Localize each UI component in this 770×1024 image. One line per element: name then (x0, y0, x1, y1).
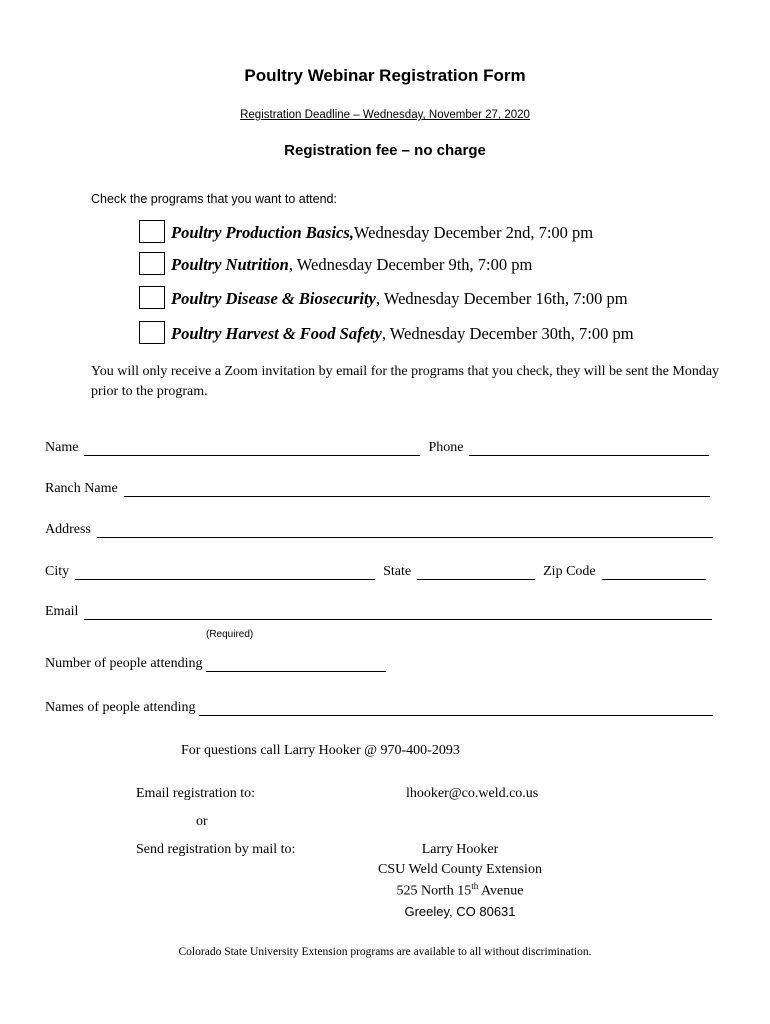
name-phone-row (45, 440, 717, 456)
mail-name: Larry Hooker (421, 842, 499, 857)
program-row-disease-biosecurity (139, 286, 628, 309)
state-label: State (383, 564, 412, 579)
ranch-name-input[interactable] (124, 482, 710, 497)
email-row (45, 604, 720, 620)
registration-fee: Registration fee – no charge (284, 142, 486, 159)
program-name: Poultry Production Basics, (171, 223, 354, 242)
mail-street-name: Avenue (478, 883, 524, 899)
zip-input[interactable] (602, 565, 706, 580)
program-row-production-basics (139, 220, 593, 243)
city-label: City (45, 564, 70, 579)
program-name: Poultry Nutrition (171, 255, 289, 274)
form-title: Poultry Webinar Registration Form (244, 66, 526, 85)
num-people-input[interactable] (206, 657, 386, 672)
program-date: , Wednesday December 9th, 7:00 pm (288, 255, 533, 274)
city-state-zip-row (45, 564, 714, 580)
zip-label: Zip Code (543, 564, 596, 579)
questions-contact: For questions call Larry Hooker @ 970-400-2093 (181, 743, 460, 758)
mail-city: Greeley, CO 80631 (404, 904, 516, 919)
mail-org: CSU Weld County Extension (378, 862, 542, 877)
names-people-label: Names of people attending (45, 700, 196, 715)
program-date: Wednesday December 2nd, 7:00 pm (353, 223, 594, 242)
or-text: or (196, 814, 208, 829)
email-required-note: (Required) (206, 629, 254, 640)
registration-deadline: Registration Deadline – Wednesday, November 27, 2020 (240, 109, 530, 121)
email-registration-label: Email registration to: (136, 786, 255, 801)
address-label: Address (45, 522, 91, 537)
ranch-name-row (45, 481, 718, 497)
phone-input[interactable] (469, 441, 709, 456)
email-input[interactable] (84, 605, 712, 620)
program-row-harvest-food-safety (139, 321, 634, 344)
mail-street-ordinal: th (471, 881, 479, 891)
program-date: , Wednesday December 30th, 7:00 pm (381, 324, 634, 343)
name-input[interactable] (84, 441, 420, 456)
check-programs-instruction: Check the programs that you want to attend: (91, 192, 337, 206)
program-name: Poultry Harvest & Food Safety (171, 324, 382, 343)
program-checkbox-nutrition[interactable] (139, 252, 165, 275)
mail-street (360, 881, 560, 900)
address-input[interactable] (97, 523, 713, 538)
program-checkbox-disease-biosecurity[interactable] (139, 286, 165, 309)
state-input[interactable] (417, 565, 535, 580)
address-row (45, 522, 721, 538)
zoom-notice: You will only receive a Zoom invitation by email for the programs that you check, they will be sent the Monday prior to the program. (91, 364, 720, 399)
names-people-input[interactable] (199, 701, 713, 716)
phone-label: Phone (428, 440, 464, 455)
email-label: Email (45, 604, 79, 619)
program-date: , Wednesday December 16th, 7:00 pm (375, 289, 628, 308)
email-registration-address[interactable]: lhooker@co.weld.co.us (406, 786, 539, 801)
ranch-name-label: Ranch Name (45, 481, 118, 496)
program-checkbox-production-basics[interactable] (139, 220, 165, 243)
mail-registration-label: Send registration by mail to: (136, 842, 296, 857)
program-row-nutrition (139, 252, 532, 275)
num-people-row (45, 656, 394, 672)
name-label: Name (45, 440, 79, 455)
city-input[interactable] (75, 565, 375, 580)
program-checkbox-harvest-food-safety[interactable] (139, 321, 165, 344)
num-people-label: Number of people attending (45, 656, 203, 671)
program-name: Poultry Disease & Biosecurity (171, 289, 376, 308)
nondiscrimination-footer: Colorado State University Extension programs are available to all without discrimination. (178, 946, 592, 958)
names-people-row (45, 700, 721, 716)
mail-street-number: 525 North 15 (396, 883, 472, 899)
